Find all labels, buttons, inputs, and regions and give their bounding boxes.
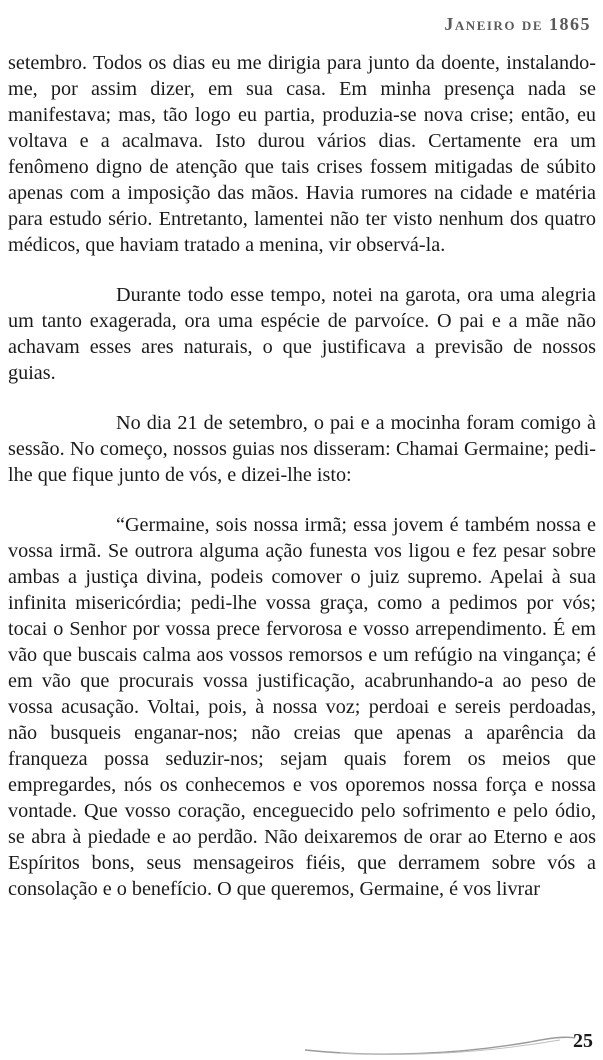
page-body <box>8 50 596 902</box>
running-head-title: Janeiro de 1865 <box>444 14 591 34</box>
footer-swoosh-ornament <box>300 1028 600 1058</box>
paragraph-1: setembro. Todos os dias eu me dirigia para junto da doente, instalando-me, por assim dizer, em sua casa. Em minha presença nada se manifestava; mas, tão logo eu partia, produzia-se nova crise; então, eu voltava e a acalmava. Isto durou vários dias. Certamente era um fenômeno digno de atenção que tais crises fossem mitigadas de súbito apenas com a imposição das mãos. Havia rumores na cidade e matéria para estudo sério. Entretanto, lamentei não ter visto nenhum dos quatro médicos, que haviam tratado a menina, vir observá-la. <box>8 52 596 256</box>
paragraph-3: No dia 21 de setembro, o pai e a mocinha foram comigo à sessão. No começo, nossos guias nos disseram: Chamai Germaine; pedi-lhe que fique junto de vós, e dizei-lhe isto: <box>8 412 596 486</box>
paragraph-2: Durante todo esse tempo, notei na garota, ora uma alegria um tanto exagerada, ora uma espécie de parvoíce. O pai e a mãe não achavam esses ares naturais, o que justificava a previsão de nossos guias. <box>8 284 596 384</box>
paragraph-4: “Germaine, sois nossa irmã; essa jovem é também nossa e vossa irmã. Se outrora alguma ação funesta vos ligou e fez pesar sobre ambas a justiça divina, podeis comover o juiz supremo. Apelai à sua infinita misericórdia; pedi-lhe vossa graça, como a pedimos por vós; tocai o Senhor por vossa prece fervorosa e vosso arrependimento. É em vão que buscais calma aos vossos remorsos e um refúgio na vingança; é em vão que procurais vossa justificação, acabrunhando-a ao peso de vossa acusação. Voltai, pois, à nossa voz; perdoai e sereis perdoadas, não busqueis enganar-nos; não creias que apenas a aparência da franqueza possa seduzir-nos; sejam quais forem os meios que empregardes, nós os conhecemos e vos oporemos nossa força e nossa vontade. Que vosso coração, enceguecido pelo sofrimento e pelo ódio, se abra à piedade e ao perdão. Não deixaremos de orar ao Eterno e aos Espíritos bons, seus mensageiros fiéis, que derramem sobre vós a consolação e o benefício. O que queremos, Germaine, é vos livrar <box>8 514 596 900</box>
page-number: 25 <box>573 1030 593 1052</box>
